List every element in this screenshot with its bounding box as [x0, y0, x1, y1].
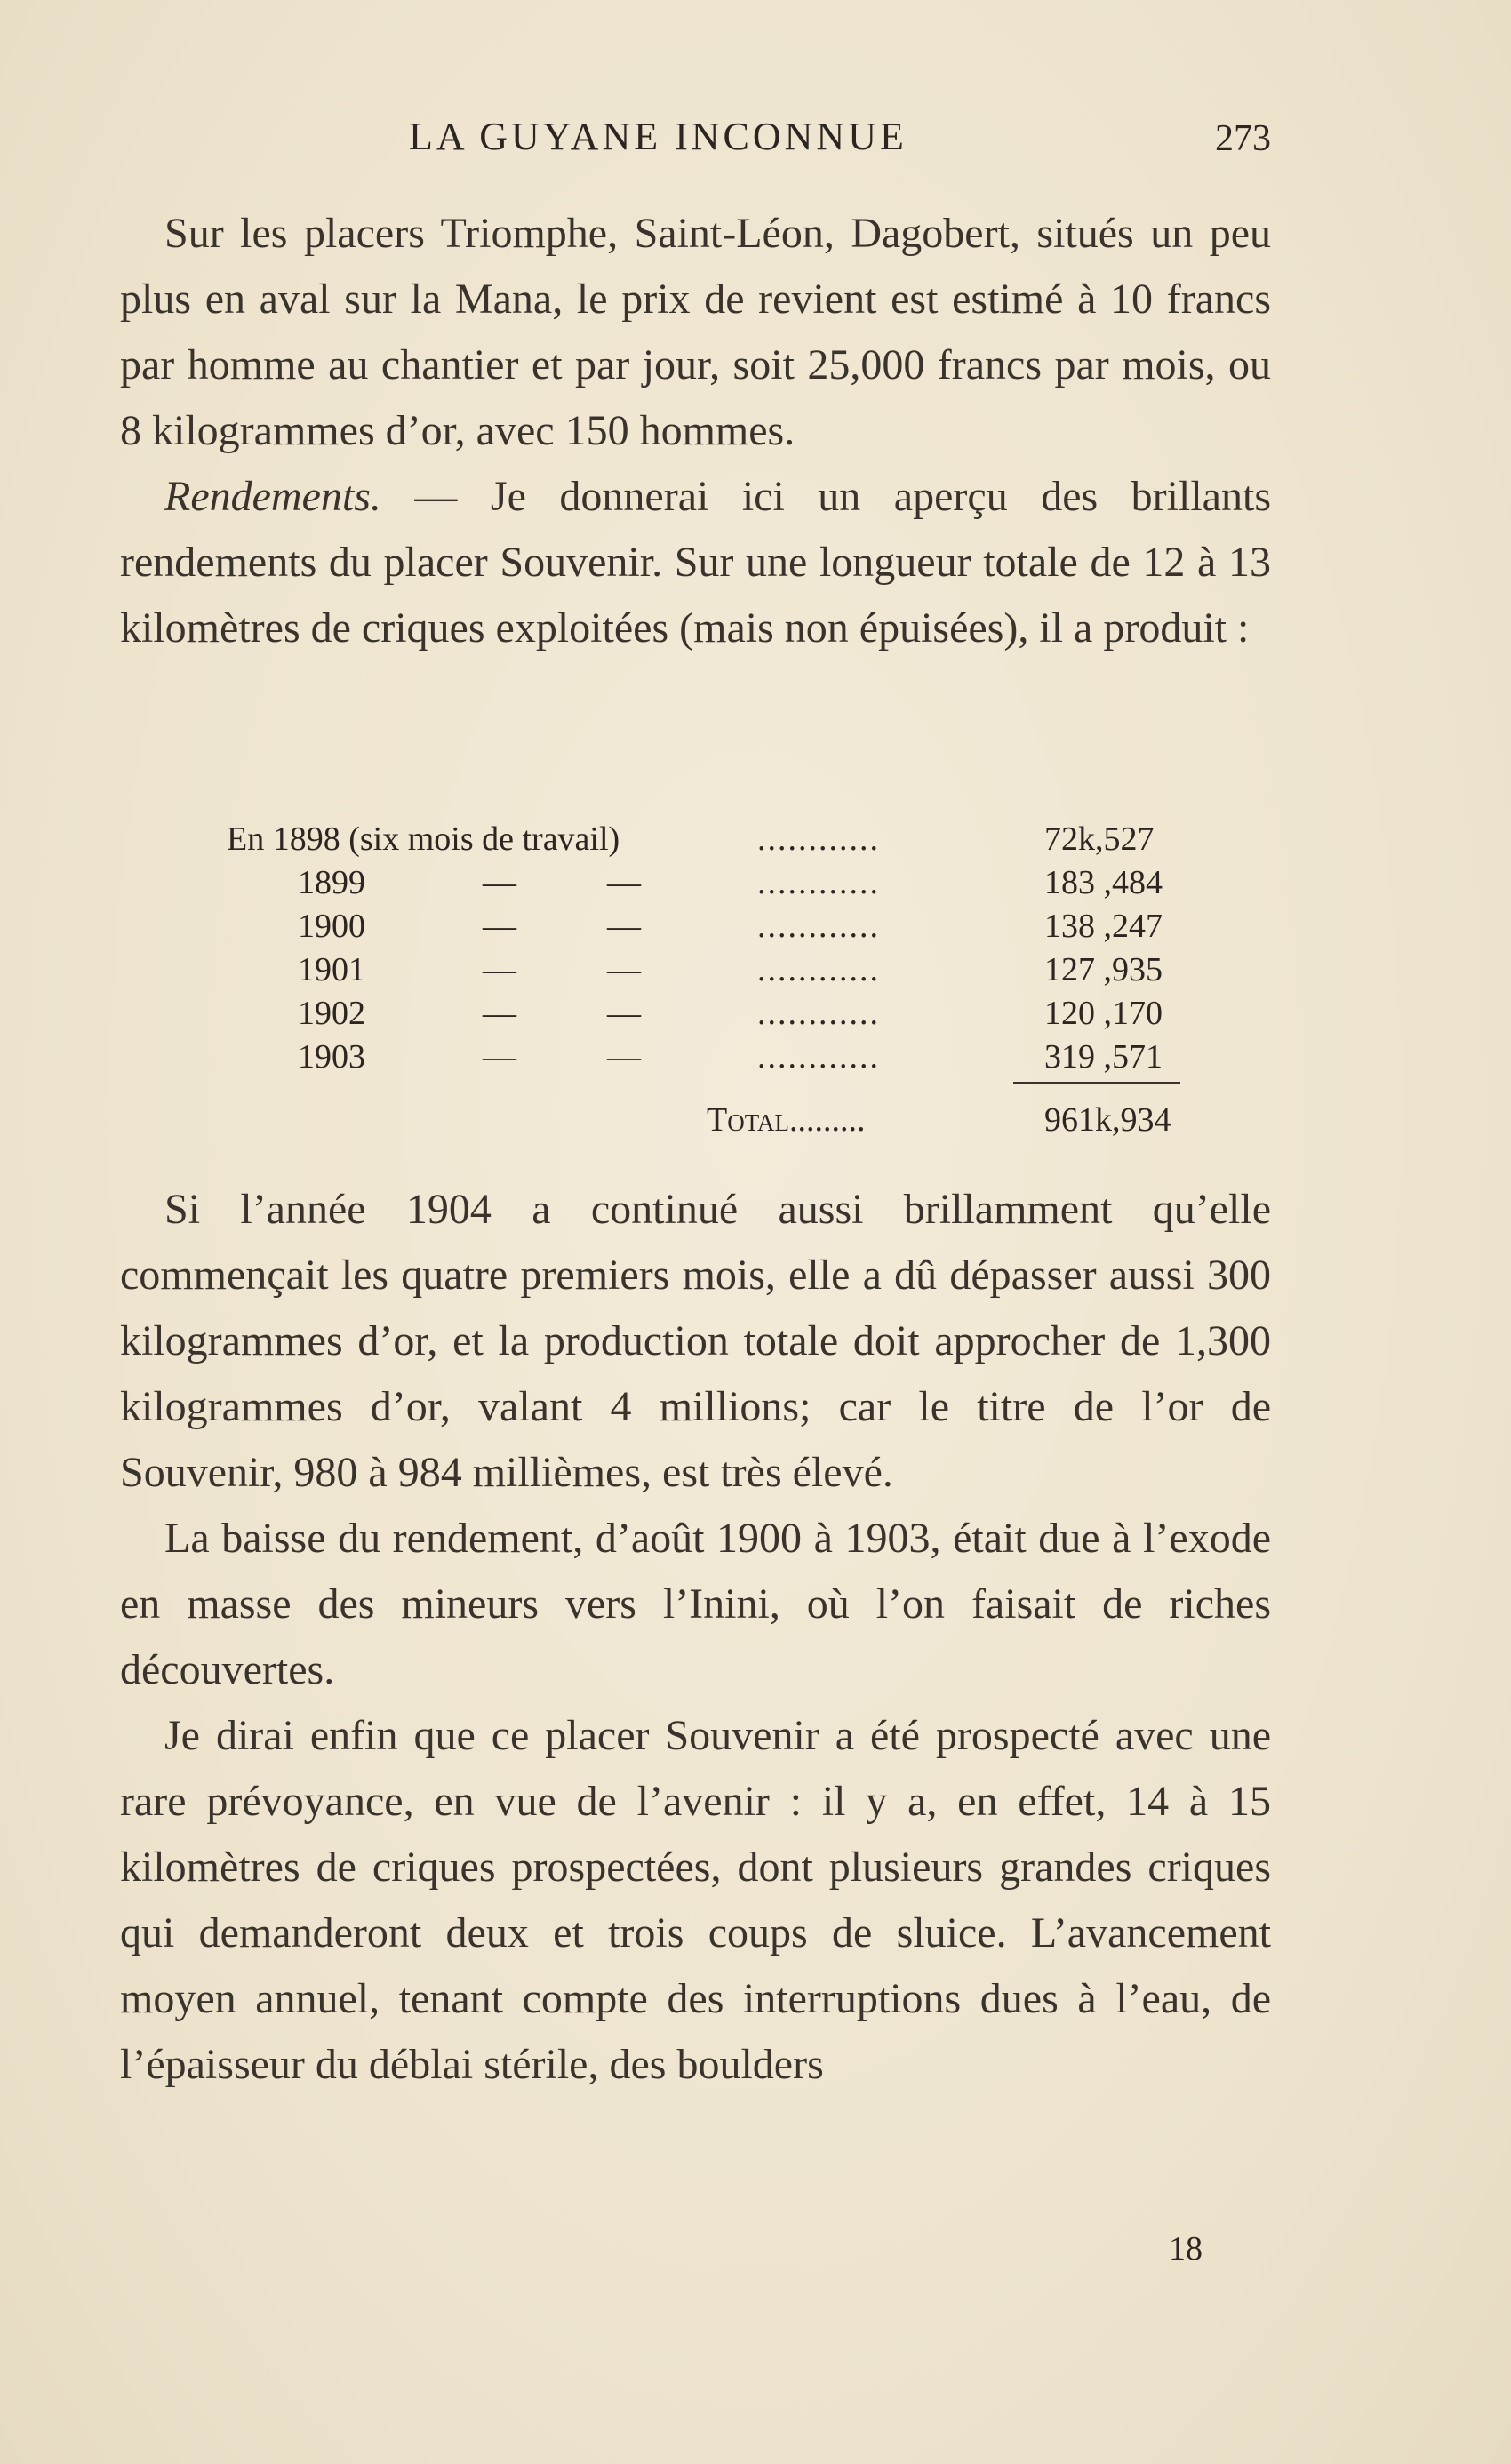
row-value: 120 ,170: [1044, 995, 1163, 1032]
leader-dots: ............: [757, 820, 880, 858]
table-row: [227, 948, 1178, 992]
body-text-bottom: [120, 1177, 1271, 2098]
page-number: 273: [1215, 118, 1271, 159]
leader-dots: ............: [757, 908, 880, 945]
row-value: 127 ,935: [1044, 951, 1163, 988]
row-year: 1903: [298, 1038, 365, 1076]
table-row: [227, 861, 1178, 905]
paragraph: Je dirai enfin que ce placer Souvenir a été prospecté avec une rare prévoyance, en vue de l’avenir : il y a, en effet, 14 à 15 kilomètres de criques prospectées, dont plusieurs grandes criques qui demanderont deux et trois coups de sluice. L’avancement moyen annuel, tenant compte des interruptions dues à l’eau, de l’épaisseur du déblai stérile, des boulders: [120, 1712, 1271, 2088]
paragraph: Si l’année 1904 a continué aussi brillamment qu’elle commençait les quatre premiers mois, elle a dû dépasser aussi 300 kilogrammes d’or, et la production totale doit approcher de 1,300 kilogrammes d’or, valant 4 millions; car le titre de l’or de Souvenir, 980 à 984 millièmes, est très élevé.: [120, 1186, 1271, 1496]
paragraph-text: — Je donnerai ici un aperçu des brillants rendements du placer Souvenir. Sur une longueur totale de 12 à 13 kilomètres de criques exploitées (mais non épuisées), il a produit :: [120, 473, 1271, 652]
row-year: 1899: [298, 864, 365, 901]
row-value: 319 ,571: [1044, 1038, 1163, 1076]
sum-rule: [1013, 1082, 1180, 1084]
ditto-mark: —: [483, 951, 516, 988]
total-label: Total.........: [707, 1101, 866, 1139]
ditto-mark: —: [483, 864, 516, 901]
ditto-mark: —: [607, 864, 641, 901]
production-table: [227, 818, 1178, 1139]
table-row: [227, 992, 1178, 1036]
ditto-mark: —: [607, 995, 641, 1032]
table-row: [227, 818, 1178, 861]
section-heading: Rendements.: [164, 473, 381, 520]
ditto-mark: —: [607, 1038, 641, 1076]
body-text-top: [120, 201, 1271, 661]
ditto-mark: —: [607, 951, 641, 988]
ditto-mark: —: [607, 908, 641, 945]
row-year: 1900: [298, 908, 365, 945]
table-row: [227, 1036, 1178, 1079]
running-header: [116, 114, 1271, 167]
row-year: 1901: [298, 951, 365, 988]
signature-mark: 18: [1169, 2230, 1203, 2268]
row-label: En 1898 (six mois de travail): [227, 820, 620, 858]
paragraph: [120, 464, 1271, 661]
total-value: 961k,934: [1044, 1101, 1171, 1139]
row-value: 138 ,247: [1044, 908, 1163, 945]
leader-dots: ............: [757, 864, 880, 901]
leader-dots: ............: [757, 951, 880, 988]
row-value: 72k,527: [1044, 820, 1155, 858]
row-value: 183 ,484: [1044, 864, 1163, 901]
running-title: LA GUYANE INCONNUE: [409, 115, 907, 158]
paragraph: La baisse du rendement, d’août 1900 à 1903, était due à l’exode en masse des mineurs vers l’Inini, où l’on faisait de riches découvertes.: [120, 1515, 1271, 1693]
ditto-mark: —: [483, 908, 516, 945]
ditto-mark: —: [483, 995, 516, 1032]
leader-dots: ............: [757, 1038, 880, 1076]
paragraph: Sur les placers Triomphe, Saint-Léon, Dagobert, situés un peu plus en aval sur la Mana, le prix de revient est estimé à 10 francs par homme au chantier et par jour, soit 25,000 francs par mois, ou 8 kilogrammes d’or, avec 150 hommes.: [120, 210, 1271, 454]
leader-dots: ............: [757, 995, 880, 1032]
table-row: [227, 905, 1178, 948]
ditto-mark: —: [483, 1038, 516, 1076]
row-year: 1902: [298, 995, 365, 1032]
